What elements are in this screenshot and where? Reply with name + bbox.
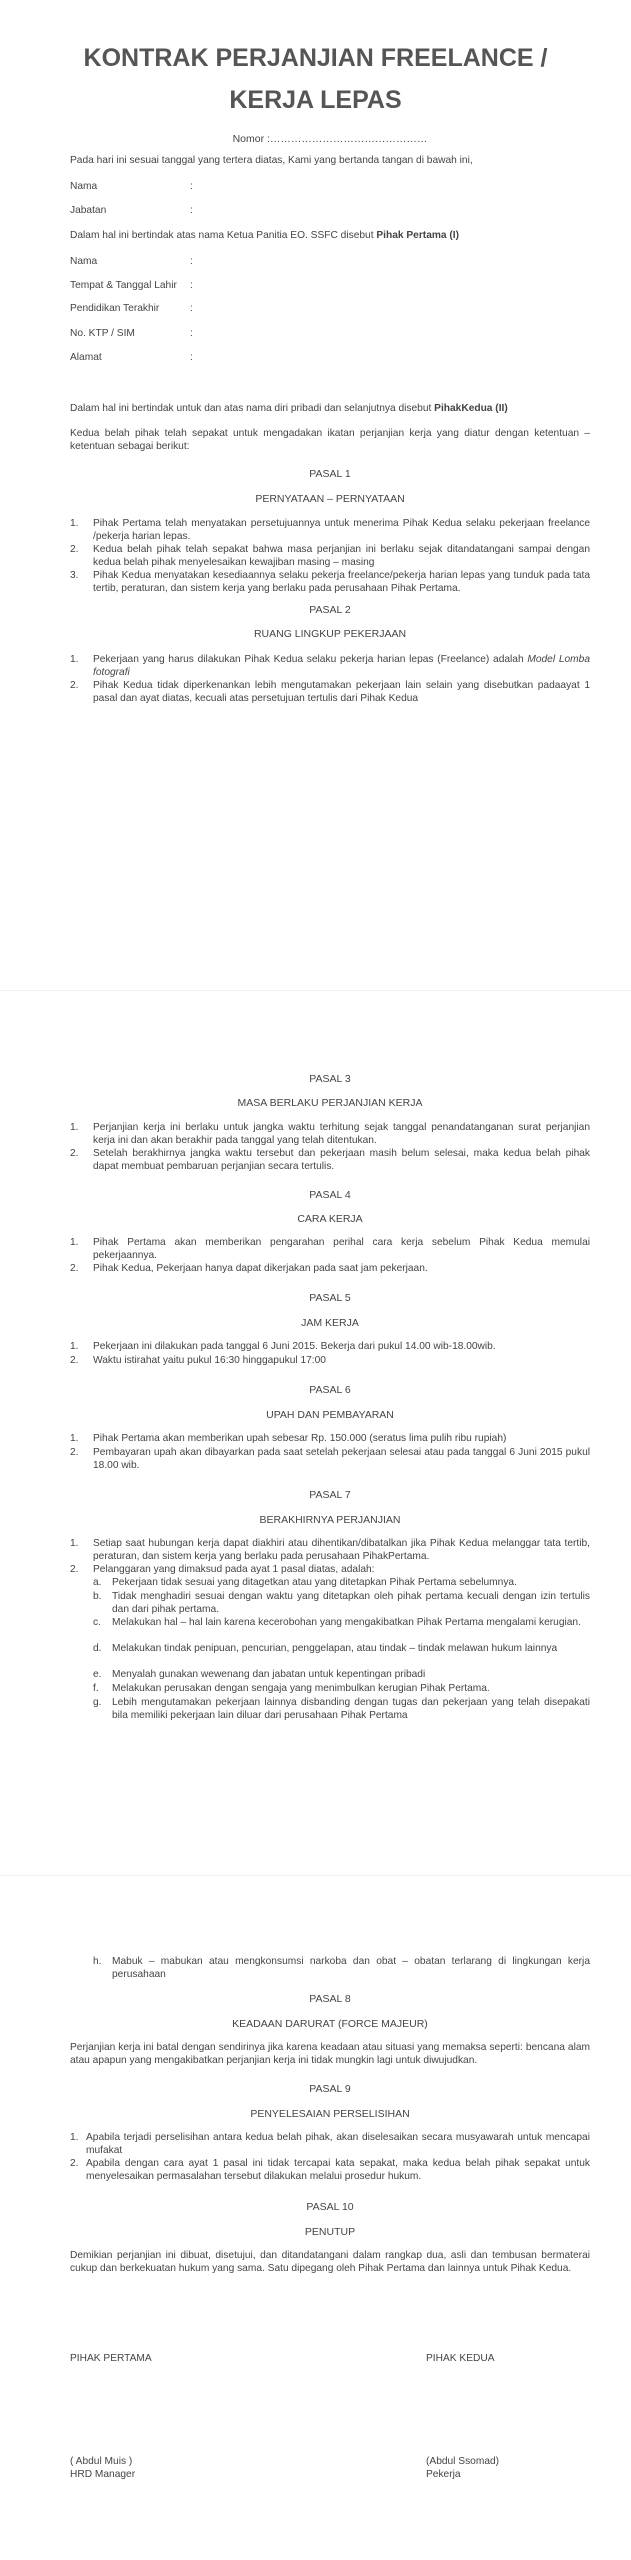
- party1-note-text: Dalam hal ini bertindak atas nama Ketua Panitia EO. SSFC disebut: [70, 230, 377, 241]
- pasal2-item1-role: Model Lomba fotografi: [93, 654, 590, 678]
- pasal8-heading: PASAL 8: [309, 1993, 351, 2005]
- agreement-intro: Kedua belah pihak telah sepakat untuk mengadakan ikatan perjanjian kerja yang diatur dengan ketentuan – ketentuan sebagai berikut:: [70, 428, 590, 452]
- pasal5-heading: PASAL 5: [309, 1292, 351, 1304]
- pasal7-sub-h-text: Mabuk – mabukan atau mengkonsumsi narkoba dan obat – obatan terlarang di lingkungan kerja perusahaan: [112, 1956, 590, 1980]
- pasal7-sub-a-letter: a.: [93, 1577, 102, 1588]
- party1-name-colon: :: [190, 181, 193, 192]
- party2-address-label: Alamat: [70, 352, 102, 363]
- pasal10-subheading: PENUTUP: [304, 2226, 356, 2238]
- pasal1-item3-text: Pihak Kedua menyatakan kesediaannya selaku pekerja freelance/pekerja harian lepas yang tunduk pada tata tertib, peraturan, dan sistem kerja yang berlaku pada perusahaan Pihak Pertama.: [93, 570, 590, 594]
- pasal7-item2-number: 2.: [70, 1564, 79, 1575]
- pasal9-item2-text: Apabila dengan cara ayat 1 pasal ini tidak tercapai kata sepakat, maka kedua belah pihak sepakat untuk menyelesaikan permasalahan tersebut dilakukan melalui prosedur hukum.: [86, 2158, 590, 2182]
- party2-birth-colon: :: [190, 280, 193, 291]
- pasal7-sub-a-text: Pekerjaan tidak sesuai yang ditagetkan atau yang ditetapkan Pihak Pertama sebelumnya.: [112, 1577, 517, 1588]
- signature-right-role: Pekerja: [426, 2469, 461, 2480]
- pasal7-item2-text: Pelanggaran yang dimaksud pada ayat 1 pasal diatas, adalah:: [93, 1564, 375, 1575]
- pasal6-item2-number: 2.: [70, 1447, 79, 1458]
- pasal7-sub-f-letter: f.: [93, 1683, 99, 1694]
- pasal4-item1-text: Pihak Pertama akan memberikan pengarahan perihal cara kerja sebelum Pihak Kedua memulai pekerjaannya.: [93, 1237, 590, 1261]
- pasal5-subheading: JAM KERJA: [301, 1317, 359, 1329]
- pasal4-item1-number: 1.: [70, 1237, 79, 1248]
- signature-right-name: (Abdul Ssomad): [426, 2456, 500, 2467]
- signature-left-name: ( Abdul Muis ): [70, 2456, 133, 2467]
- party2-note: [70, 403, 590, 416]
- pasal4-item2-text: Pihak Kedua, Pekerjaan hanya dapat dikerjakan pada saat jam pekerjaan.: [93, 1263, 428, 1274]
- pasal9-item1-number: 1.: [70, 2132, 79, 2143]
- pasal5-item1-number: 1.: [70, 1341, 79, 1352]
- pasal1-item2-text: Kedua belah pihak telah sepakat bahwa masa perjanjian ini berlaku sejak ditandatangani sampai dengan kedua belah pihak menyelesaikan kewajiban masing – masing: [93, 544, 590, 568]
- pasal2-item2-text: Pihak Kedua tidak diperkenankan lebih mengutamakan pekerjaan lain selain yang disebutkan padaayat 1 pasal dan ayat diatas, kecuali atas persetujuan tertulis dari Pihak Kedua: [93, 680, 590, 704]
- pasal9-heading: PASAL 9: [309, 2083, 351, 2095]
- party1-name-label: Nama: [70, 181, 98, 192]
- pasal1-item3-number: 3.: [70, 570, 79, 581]
- party2-name-colon: :: [190, 256, 193, 267]
- document-title-line1: KONTRAK PERJANJIAN FREELANCE /: [83, 44, 548, 72]
- pasal8-text: Perjanjian kerja ini batal dengan sendirinya jika karena keadaan atau situasi yang memaksa seperti: bencana alam atau apapun yang mengakibatkan perjanjian kerja ini tidak mungkin lagi untuk diwujudkan.: [70, 2042, 590, 2066]
- nomor-line: Nomor :………………………………………: [232, 133, 428, 145]
- pasal1-item1-number: 1.: [70, 518, 79, 529]
- party1-position-label: Jabatan: [70, 205, 107, 216]
- pasal1-subheading: PERNYATAAN – PERNYATAAN: [255, 493, 405, 505]
- pasal9-item1-text: Apabila terjadi perselisihan antara kedua belah pihak, akan diselesaikan secara musyawarah untuk mencapai mufakat: [86, 2132, 590, 2156]
- pasal7-sub-b-text: Tidak menghadiri sesuai dengan waktu yang ditetapkan oleh pihak pertama kecuali dengan izin tertulis dan dari pihak pertama.: [112, 1591, 590, 1615]
- pasal7-sub-e-letter: e.: [93, 1669, 102, 1680]
- pasal6-subheading: UPAH DAN PEMBAYARAN: [266, 1409, 394, 1421]
- party2-education-colon: :: [190, 303, 193, 314]
- pasal10-heading: PASAL 10: [306, 2201, 354, 2213]
- pasal1-heading: PASAL 1: [309, 468, 351, 480]
- pasal1-item2-number: 2.: [70, 544, 79, 555]
- pasal9-subheading: PENYELESAIAN PERSELISIHAN: [250, 2108, 410, 2120]
- pasal7-sub-f-text: Melakukan perusakan dengan sengaja yang menimbulkan kerugian Pihak Pertama.: [112, 1683, 490, 1694]
- pasal9-item2-number: 2.: [70, 2158, 79, 2169]
- pasal3-item1-text: Perjanjian kerja ini berlaku untuk jangka waktu terhitung sejak tanggal penandatanganan surat perjanjian kerja ini dan akan berakhir pada tanggal yang telah ditentukan.: [93, 1122, 590, 1146]
- pasal5-item2-number: 2.: [70, 1355, 79, 1366]
- pasal2-item1-number: 1.: [70, 654, 79, 665]
- pasal2-item1-text: [93, 654, 590, 680]
- party2-education-label: Pendidikan Terakhir: [70, 303, 160, 314]
- signature-left-role: HRD Manager: [70, 2469, 136, 2480]
- intro-text: Pada hari ini sesuai tanggal yang tertera diatas, Kami yang bertanda tangan di bawah ini,: [70, 155, 473, 166]
- party2-id-colon: :: [190, 328, 193, 339]
- pasal6-item1-number: 1.: [70, 1433, 79, 1444]
- pasal6-item2-text: Pembayaran upah akan dibayarkan pada saat setelah pekerjaan selesai atau pada tanggal 6 Juni 2015 pukul 18.00 wib.: [93, 1447, 590, 1471]
- pasal5-item2-text: Waktu istirahat yaitu pukul 16:30 hinggapukul 17:00: [93, 1355, 326, 1366]
- pasal7-subheading: BERAKHIRNYA PERJANJIAN: [259, 1514, 401, 1526]
- party2-note-text: Dalam hal ini bertindak untuk dan atas nama diri pribadi dan selanjutnya disebut: [70, 403, 435, 414]
- party2-name-label: Nama: [70, 256, 98, 267]
- pasal6-item1-text: Pihak Pertama akan memberikan upah sebesar Rp. 150.000 (seratus lima pulih ribu rupiah): [93, 1433, 507, 1444]
- pasal7-sub-b-letter: b.: [93, 1591, 102, 1602]
- page-break: [0, 1875, 631, 1876]
- pasal7-sub-e-text: Menyalah gunakan wewenang dan jabatan untuk kepentingan pribadi: [112, 1669, 426, 1680]
- pasal2-heading: PASAL 2: [309, 604, 351, 616]
- pasal7-sub-d-letter: d.: [93, 1643, 102, 1654]
- pasal3-subheading: MASA BERLAKU PERJANJIAN KERJA: [237, 1097, 423, 1109]
- pasal7-sub-h-letter: h.: [93, 1956, 102, 1967]
- pasal10-text: Demikian perjanjian ini dibuat, disetujui, dan ditandatangani dalam rangkap dua, asli dan tembusan bermaterai cukup dan berkekuatan hukum yang sama. Satu dipegang oleh Pihak Pertama dan lainnya untuk Pihak Kedua.: [70, 2250, 590, 2274]
- party2-designation: PihakKedua (II): [434, 403, 508, 414]
- pasal7-sub-g-letter: g.: [93, 1697, 102, 1708]
- signature-right-title: PIHAK KEDUA: [426, 2353, 495, 2364]
- party1-note: [70, 230, 590, 243]
- document-title-line2: KERJA LEPAS: [229, 86, 402, 114]
- party2-id-label: No. KTP / SIM: [70, 328, 135, 339]
- pasal4-subheading: CARA KERJA: [297, 1213, 363, 1225]
- pasal1-item1-text: Pihak Pertama telah menyatakan persetujuannya untuk menerima Pihak Kedua selaku pekerjaan freelance /pekerja harian lepas.: [93, 518, 590, 542]
- pasal3-item2-text: Setelah berakhirnya jangka waktu tersebut dan pekerjaan masih belum selesai, maka kedua belah pihak dapat membuat pembaruan perjanjian secara tertulis.: [93, 1148, 590, 1172]
- pasal3-item1-number: 1.: [70, 1122, 79, 1133]
- party1-designation: Pihak Pertama (I): [376, 230, 460, 241]
- pasal6-heading: PASAL 6: [309, 1384, 351, 1396]
- party1-position-colon: :: [190, 205, 193, 216]
- pasal7-sub-g-text: Lebih mengutamakan pekerjaan lainnya disbanding dengan tugas dan pekerjaan yang telah disepakati bila memiliki pekerjaan lain diluar dari perusahaan Pihak Pertama: [112, 1697, 590, 1721]
- pasal8-subheading: KEADAAN DARURAT (FORCE MAJEUR): [232, 2018, 428, 2030]
- signature-left-title: PIHAK PERTAMA: [70, 2353, 152, 2364]
- pasal7-item1-number: 1.: [70, 1538, 79, 1549]
- party2-address-colon: :: [190, 352, 193, 363]
- pasal3-heading: PASAL 3: [309, 1073, 351, 1085]
- pasal4-heading: PASAL 4: [309, 1189, 351, 1201]
- pasal2-item1-body: Pekerjaan yang harus dilakukan Pihak Kedua selaku pekerja harian lepas (Freelance) adalah: [93, 654, 528, 665]
- pasal7-sub-c-letter: c.: [93, 1617, 101, 1628]
- pasal7-heading: PASAL 7: [309, 1489, 351, 1501]
- pasal7-sub-d-text: Melakukan tindak penipuan, pencurian, penggelapan, atau tindak – tindak melawan hukum lainnya: [112, 1643, 558, 1654]
- pasal4-item2-number: 2.: [70, 1263, 79, 1274]
- pasal5-item1-text: Pekerjaan ini dilakukan pada tanggal 6 Juni 2015. Bekerja dari pukul 14.00 wib-18.00wib.: [93, 1341, 496, 1352]
- pasal2-item2-number: 2.: [70, 680, 79, 691]
- page-break: [0, 990, 631, 991]
- party2-birth-label: Tempat & Tanggal Lahir: [70, 280, 177, 291]
- pasal3-item2-number: 2.: [70, 1148, 79, 1159]
- pasal2-subheading: RUANG LINGKUP PEKERJAAN: [253, 628, 407, 640]
- pasal7-sub-c-text: Melakukan hal – hal lain karena kecerobohan yang mengakibatkan Pihak Pertama mengalami kerugian.: [112, 1617, 581, 1628]
- pasal7-item1-text: Setiap saat hubungan kerja dapat diakhiri atau dihentikan/dibatalkan jika Pihak Kedua melanggar tata tertib, peraturan, dan sistem kerja yang berlaku pada perusahaan PihakPertama.: [93, 1538, 590, 1562]
